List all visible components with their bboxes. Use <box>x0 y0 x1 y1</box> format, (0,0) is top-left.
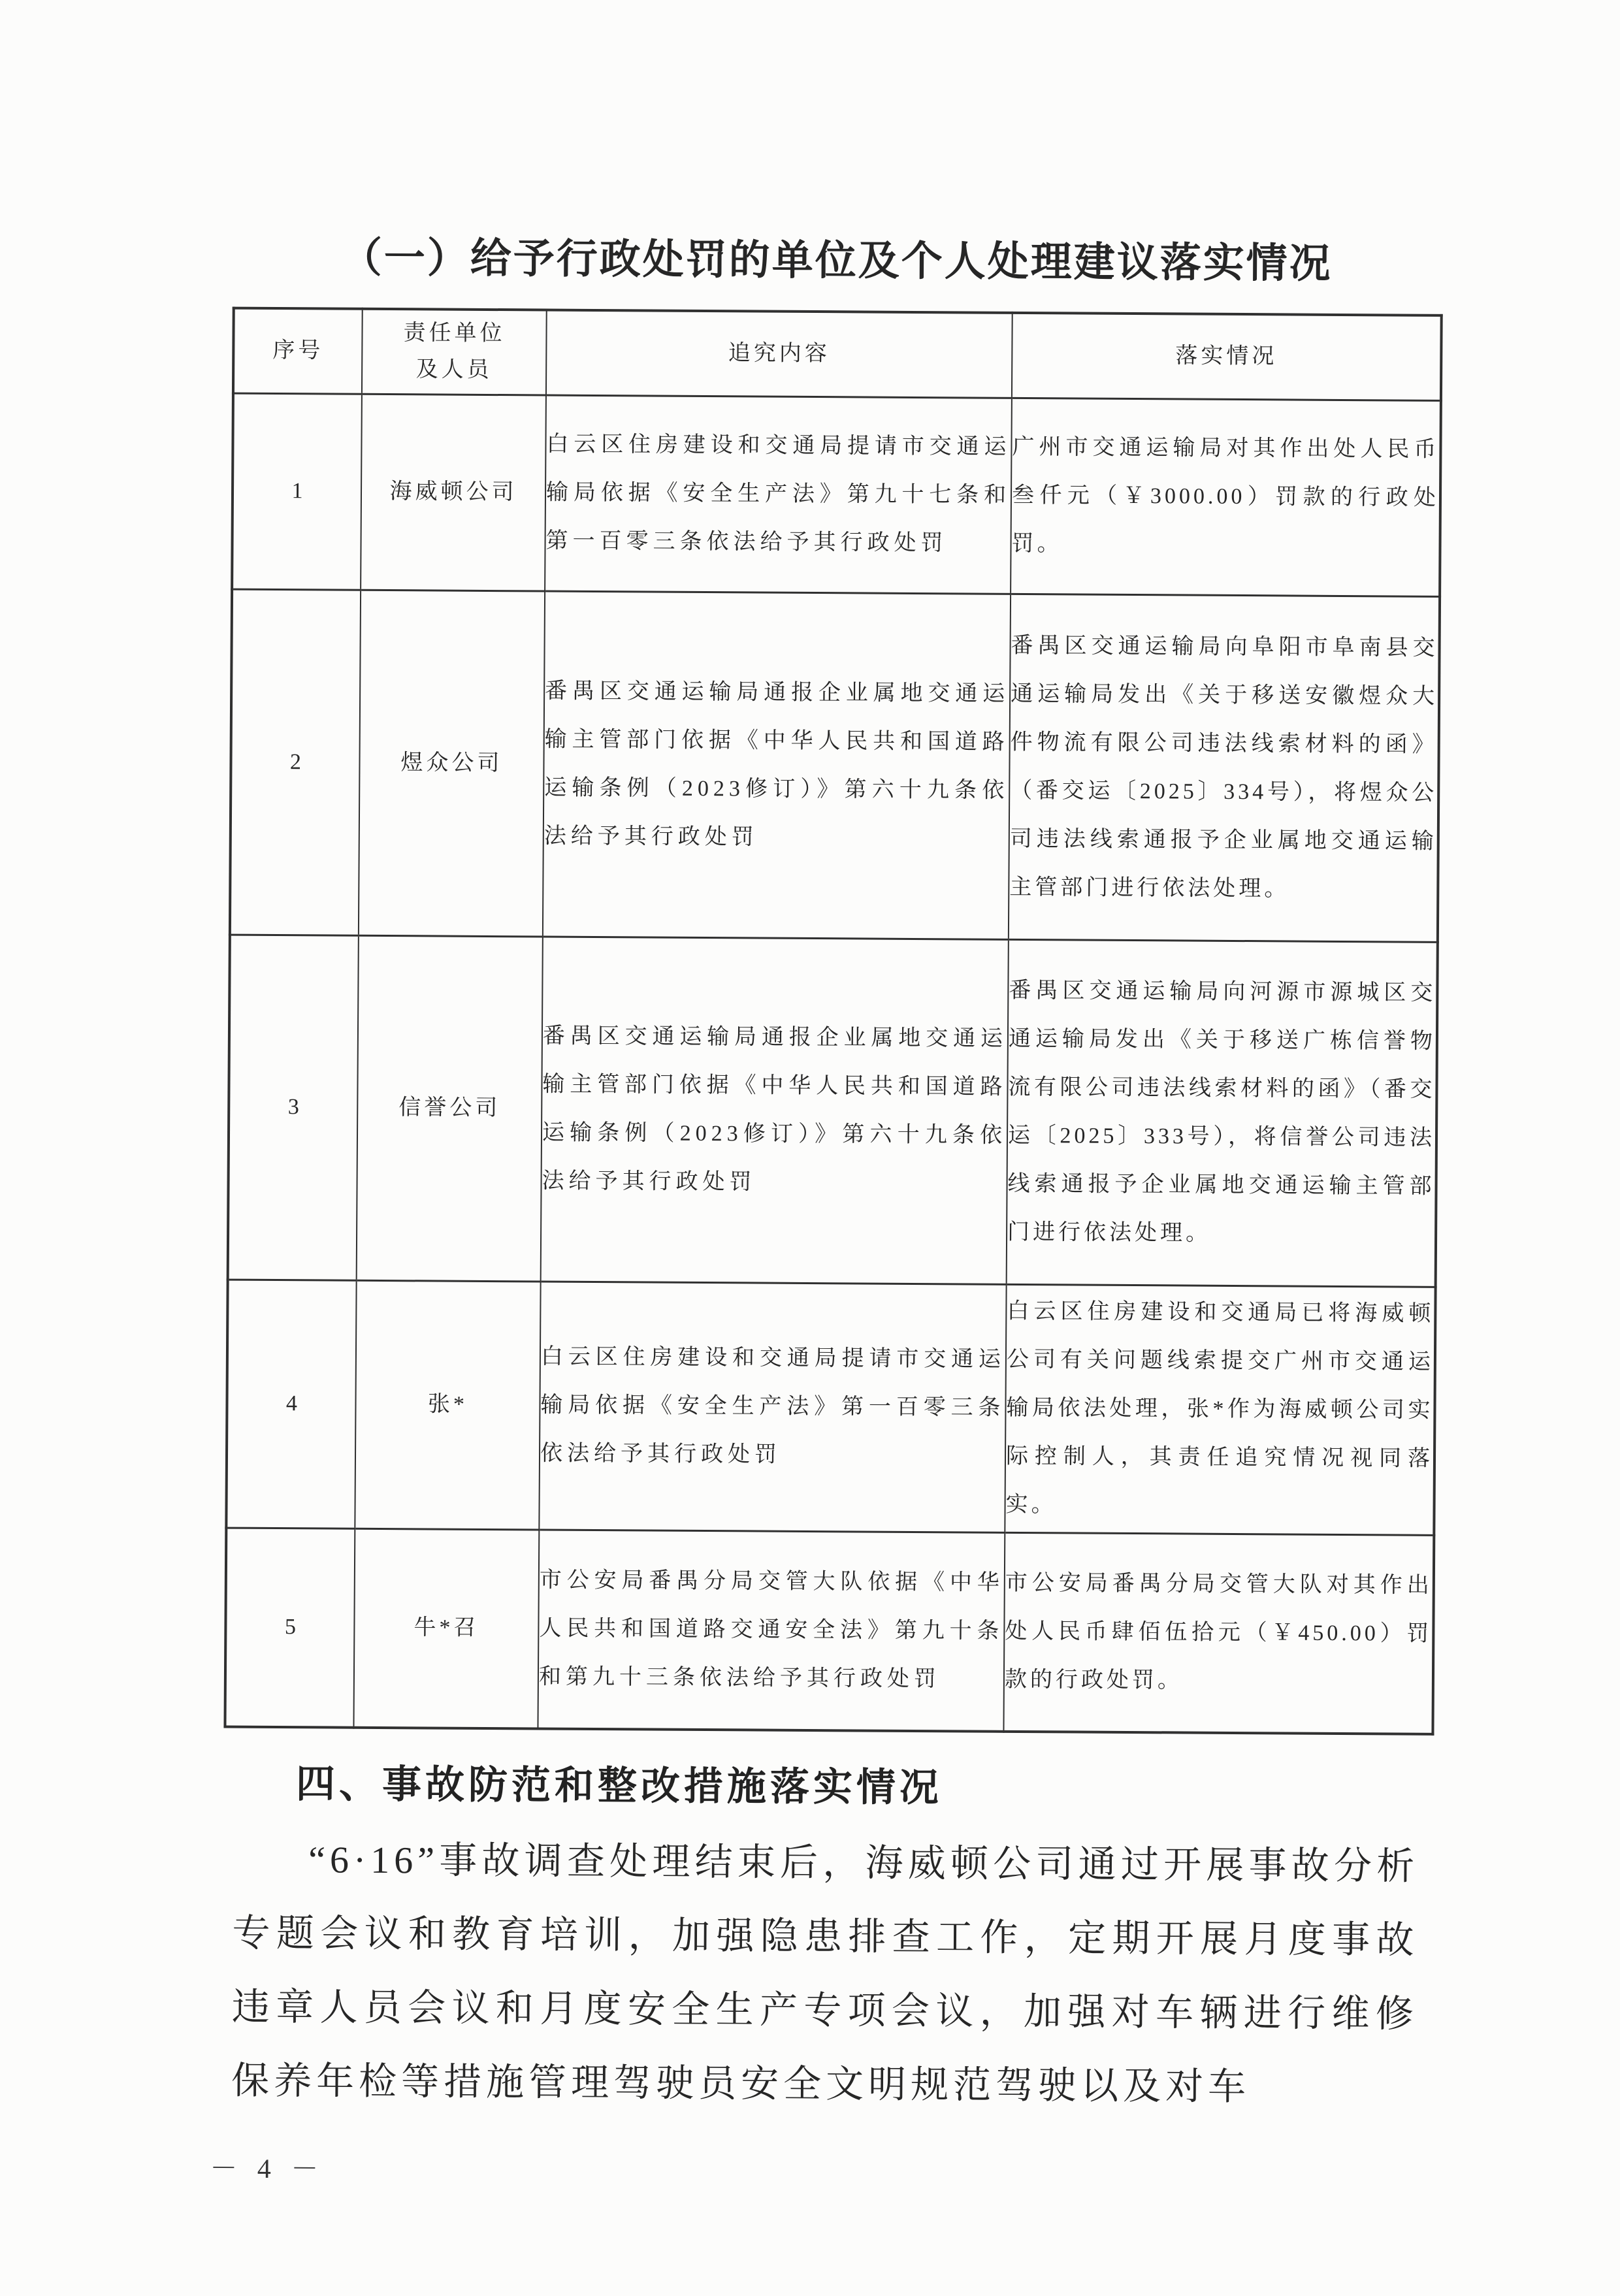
cell-content: 番禺区交通运输局通报企业属地交通运输主管部门依据《中华人民共和国道路运输条例（2023修订）》第六十九条依法给予其行政处罚 <box>541 936 1009 1284</box>
table-header-row <box>233 308 1442 400</box>
cell-content: 市公安局番禺分局交管大队依据《中华人民共和国道路交通安全法》第九十条和第九十三条依法给予其行政处罚 <box>538 1529 1005 1731</box>
table-row <box>232 393 1441 596</box>
cell-unit: 牛*召 <box>353 1528 539 1729</box>
col-header-content: 追究内容 <box>546 310 1012 398</box>
cell-index: 3 <box>228 935 359 1280</box>
cell-implementation: 市公安局番禺分局交管大队对其作出处人民币肆佰伍拾元（￥450.00）罚款的行政处罚。 <box>1003 1532 1434 1734</box>
cell-content: 白云区住房建设和交通局提请市交通运输局依据《安全生产法》第一百零三条依法给予其行政处罚 <box>539 1281 1006 1532</box>
cell-unit: 海威顿公司 <box>361 394 546 591</box>
table-row <box>225 1528 1434 1734</box>
cell-unit: 张* <box>355 1280 540 1530</box>
table-row <box>226 1280 1435 1535</box>
cell-content: 白云区住房建设和交通局提请市交通运输局依据《安全生产法》第九十七条和第一百零三条依法给予其行政处罚 <box>545 395 1012 594</box>
page-number: － 4 － <box>210 2154 325 2185</box>
cell-index: 1 <box>232 393 362 590</box>
cell-implementation: 广州市交通运输局对其作出处人民币叁仟元（￥3000.00）罚款的行政处罚。 <box>1011 398 1441 596</box>
table-row <box>230 589 1440 942</box>
penalty-table <box>223 307 1442 1736</box>
col-header-implementation: 落实情况 <box>1012 313 1442 400</box>
table-row <box>228 935 1438 1287</box>
page-title: （一）给予行政处罚的单位及个人处理建议落实情况 <box>340 234 1333 287</box>
cell-index: 5 <box>225 1528 355 1728</box>
cell-content: 番禺区交通运输局通报企业属地交通运输主管部门依据《中华人民共和国道路运输条例（2023修订）》第六十九条依法给予其行政处罚 <box>543 591 1011 939</box>
col-header-index: 序号 <box>233 308 363 394</box>
cell-implementation: 番禺区交通运输局向阜阳市阜南县交通运输局发出《关于移送安徽煜众大件物流有限公司违法线索材料的函》（番交运〔2025〕334号），将煜众公司违法线索通报予企业属地交通运输主管部门进行依法处理。 <box>1009 594 1440 942</box>
body-paragraph: “6·16”事故调查处理结束后，海威顿公司通过开展事故分析专题会议和教育培训，加强隐患排查工作，定期开展月度事故违章人员会议和月度安全生产专项会议，加强对车辆进行维修保养年检等措施管理驾驶员安全文明规范驾驶以及对车 <box>231 1838 1419 2109</box>
cell-index: 2 <box>230 589 361 935</box>
section-heading: 四、事故防范和整改措施落实情况 <box>295 1762 943 1810</box>
cell-index: 4 <box>226 1280 356 1528</box>
col-header-unit: 责任单位 及人员 <box>362 309 547 395</box>
cell-implementation: 番禺区交通运输局向河源市源城区交通运输局发出《关于移送广栋信誉物流有限公司违法线索材料的函》（番交运〔2025〕333号），将信誉公司违法线索通报予企业属地交通运输主管部门进行依法处理。 <box>1007 939 1438 1287</box>
cell-unit: 煜众公司 <box>359 590 545 937</box>
cell-implementation: 白云区住房建设和交通局已将海威顿公司有关问题线索提交广州市交通运输局依法处理，张*作为海威顿公司实际控制人，其责任追究情况视同落实。 <box>1005 1284 1435 1535</box>
cell-unit: 信誉公司 <box>357 935 543 1282</box>
